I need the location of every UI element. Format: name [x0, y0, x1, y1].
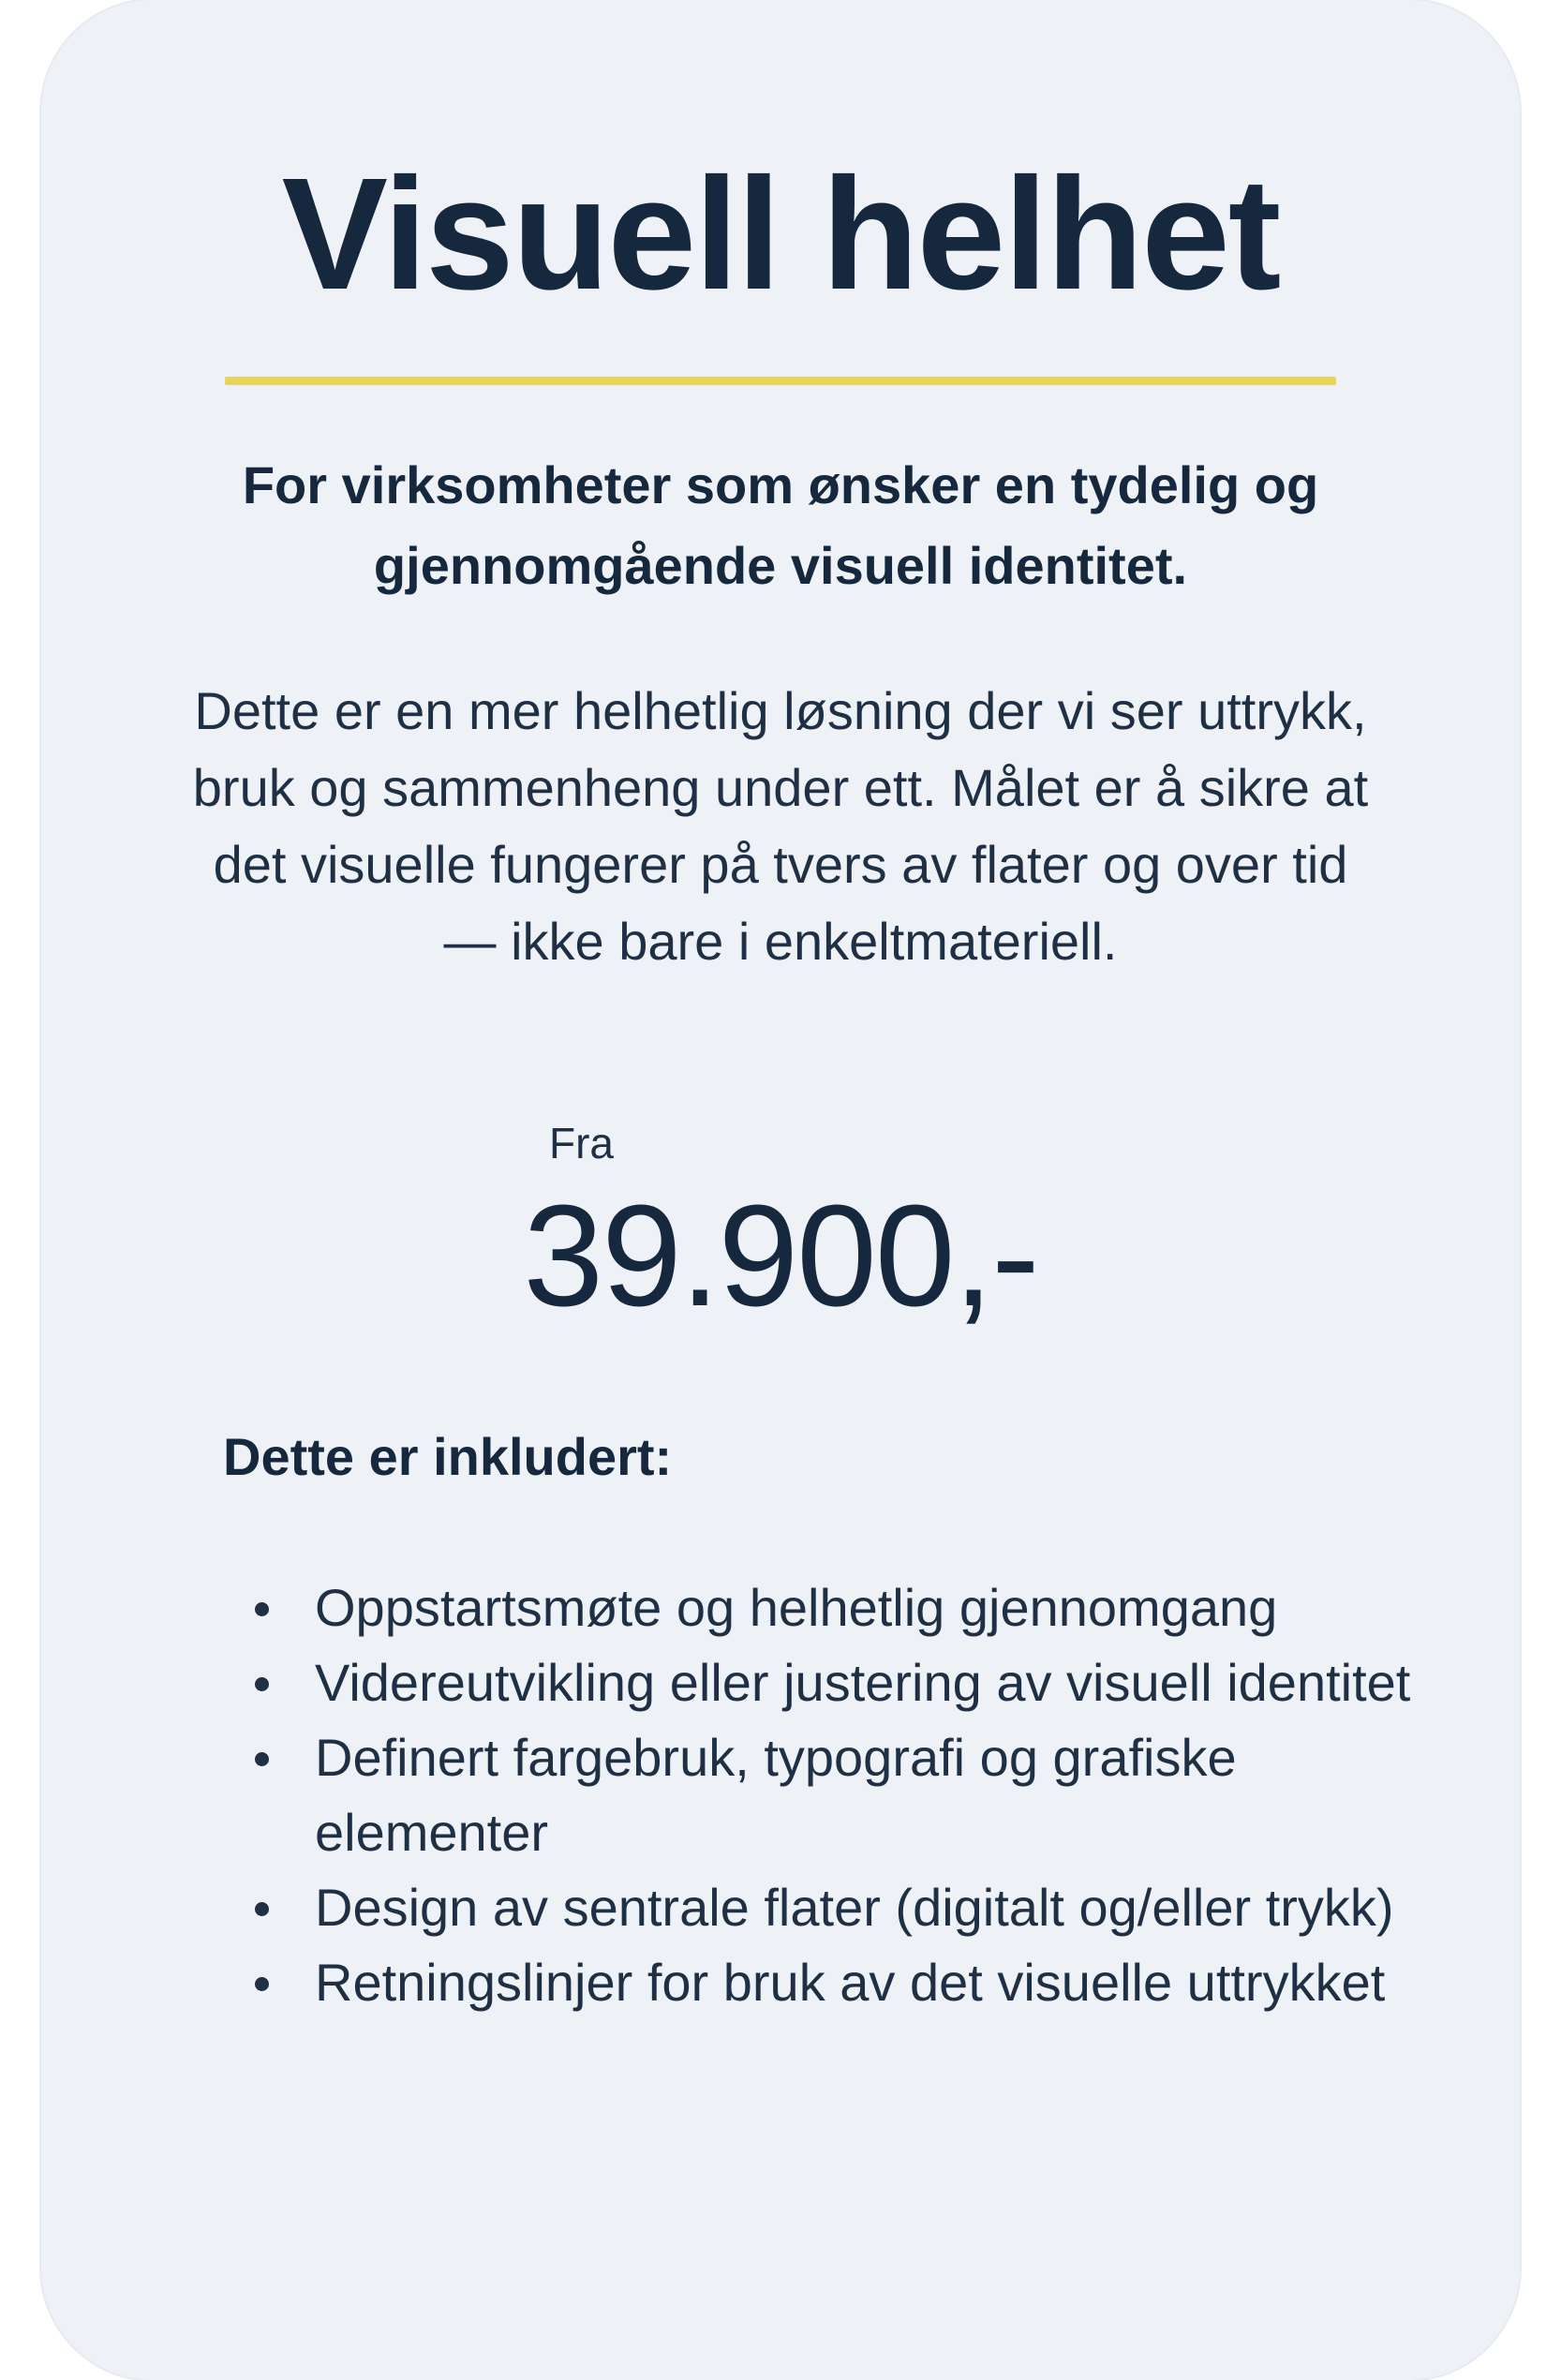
list-item: [315, 1645, 1420, 1720]
feature-text: Design av sentrale flater (digitalt og/eller trykk): [315, 1878, 1394, 1937]
feature-text: Retningslinjer for bruk av det visuelle uttrykket: [315, 1953, 1386, 2012]
plan-lead: For virksomheter som ønsker en tydelig og gjennomgående visuell identitet.: [242, 455, 1319, 595]
price-amount: 39.900,-: [523, 1175, 1038, 1336]
bullet-dot-icon: [255, 1677, 269, 1691]
included-heading: Dette er inkludert:: [223, 1427, 673, 1486]
list-item: [315, 1870, 1420, 1945]
bullet-dot-icon: [255, 1752, 269, 1766]
price-from-label: Fra: [549, 1119, 614, 1168]
accent-divider: [225, 377, 1336, 385]
plan-title: Visuell helhet: [281, 145, 1280, 323]
feature-list: [223, 1570, 1420, 2020]
feature-text: Oppstartsmøte og helhetlig gjennomgang: [315, 1578, 1278, 1637]
list-item: [315, 1720, 1420, 1870]
list-item: [315, 1570, 1420, 1645]
bullet-dot-icon: [255, 1902, 269, 1916]
list-item: [315, 1945, 1420, 2020]
feature-text: Videreutvikling eller justering av visuell identitet: [315, 1653, 1411, 1712]
bullet-dot-icon: [255, 1602, 269, 1616]
feature-text: Definert fargebruk, typografi og grafiske elementer: [315, 1728, 1237, 1862]
bullet-dot-icon: [255, 1977, 269, 1991]
plan-description: Dette er en mer helhetlig løsning der vi ser uttrykk, bruk og sammenheng under ett. Målet er å sikre at det visuelle fungerer på tvers av flater og over tid — ikke bare i enkeltmateriell.: [192, 681, 1369, 971]
